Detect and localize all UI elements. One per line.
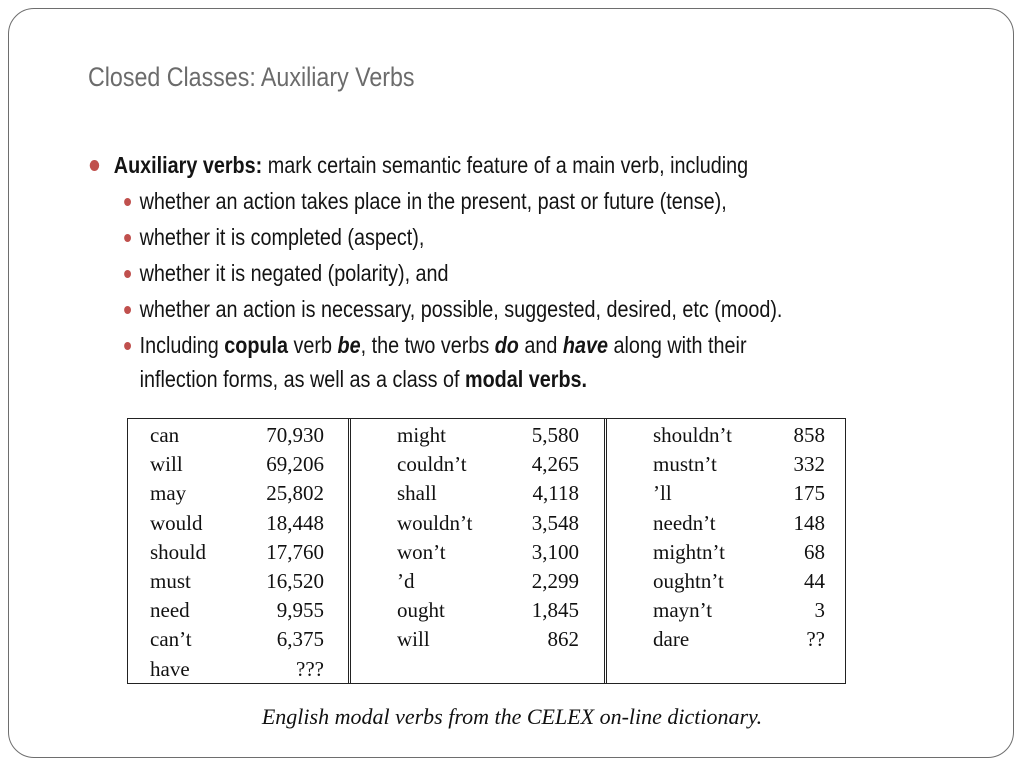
table-row — [653, 538, 825, 567]
verb-word: needn’t — [653, 510, 716, 535]
verb-have: have — [562, 332, 608, 358]
verb-word: ’ll — [653, 481, 672, 506]
verb-word: mayn’t — [653, 598, 713, 623]
verb-count: 3,548 — [531, 510, 579, 535]
verb-count: 25,802 — [266, 481, 324, 506]
table-row — [150, 509, 324, 538]
bullet-dot-icon — [124, 198, 131, 206]
copula-text-1: Including — [139, 332, 225, 358]
table-row — [653, 421, 825, 450]
bullet-dot-icon — [90, 160, 99, 171]
verb-count: ??? — [296, 656, 324, 681]
sub-bullet-text: whether it is negated (polarity), and — [139, 260, 449, 286]
modal-verbs-table — [127, 418, 846, 684]
verb-count: 3 — [814, 598, 825, 623]
table-row — [653, 450, 825, 479]
table-row — [150, 596, 324, 625]
verb-count: 3,100 — [531, 539, 579, 564]
table-row — [397, 479, 579, 508]
verb-count: 4,118 — [532, 481, 579, 506]
copula-text-2: verb — [288, 332, 338, 358]
verb-count: 18,448 — [266, 510, 324, 535]
copula-term: copula — [224, 332, 289, 358]
verb-word: can — [150, 423, 180, 447]
sub-bullet-polarity — [88, 256, 862, 292]
sub-bullet-text: whether an action is necessary, possible, suggested, desired, etc (mood). — [139, 296, 783, 322]
sub-bullet-text: whether an action takes place in the present, past or future (tense), — [139, 188, 727, 214]
sub-bullet-copula — [88, 328, 862, 364]
verb-count: 68 — [804, 539, 825, 564]
sub-bullet-mood — [88, 292, 862, 328]
table-row — [397, 509, 579, 538]
table-row — [150, 655, 324, 684]
table-row — [397, 625, 579, 654]
verb-be: be — [337, 332, 361, 358]
sub-bullet-tense — [88, 184, 862, 220]
sub-bullet-aspect — [88, 220, 862, 256]
table-row — [397, 567, 579, 596]
verb-word: dare — [653, 627, 690, 652]
bullet-dot-icon — [124, 342, 131, 350]
verb-word: couldn’t — [397, 452, 467, 477]
verb-count: 17,760 — [266, 539, 324, 564]
copula-text-5: along with their — [607, 332, 747, 358]
table-row — [397, 421, 579, 450]
verb-word: must — [150, 569, 191, 593]
table-row — [653, 509, 825, 538]
table-row — [397, 450, 579, 479]
verb-word: should — [150, 539, 207, 564]
bullet-main-text: mark certain semantic feature of a main verb, including — [262, 152, 749, 178]
table-row — [150, 567, 324, 596]
table-row — [397, 538, 579, 567]
verb-word: mightn’t — [653, 539, 725, 564]
verb-count: 5,580 — [531, 423, 579, 447]
table-row — [150, 450, 324, 479]
verb-word: can’t — [150, 627, 192, 652]
verb-word: shall — [397, 481, 437, 506]
verb-word: shouldn’t — [653, 423, 732, 447]
bullet-list — [88, 148, 988, 398]
table-row — [150, 479, 324, 508]
table-row — [653, 479, 825, 508]
verb-count: 69,206 — [266, 452, 324, 477]
verb-count: 4,265 — [531, 452, 579, 477]
verb-count: 1,845 — [531, 598, 579, 623]
verb-count: 858 — [793, 423, 825, 447]
bullet-dot-icon — [124, 234, 131, 242]
verb-word: will — [397, 627, 430, 652]
verb-word: won’t — [397, 539, 446, 564]
verb-word: might — [397, 423, 447, 447]
table-row — [653, 596, 825, 625]
verb-word: would — [150, 510, 203, 535]
verb-count: ?? — [806, 627, 825, 652]
verb-word: ought — [397, 598, 445, 623]
verb-count: 44 — [804, 569, 825, 593]
table-row — [150, 538, 324, 567]
slide-title: Closed Classes: Auxiliary Verbs — [88, 62, 415, 92]
table-column-2 — [355, 419, 605, 683]
sub-bullet-copula-continued — [88, 364, 862, 398]
verb-word: have — [150, 656, 190, 681]
bullet-main — [88, 148, 862, 184]
table-row — [397, 596, 579, 625]
verb-count: 9,955 — [276, 598, 324, 623]
verb-count: 148 — [793, 510, 825, 535]
verb-do: do — [494, 332, 519, 358]
bullet-main-term: Auxiliary verbs: — [113, 152, 263, 178]
verb-word: need — [150, 598, 190, 623]
table-column-3 — [611, 419, 845, 683]
verb-word: wouldn’t — [397, 510, 473, 535]
verb-count: 862 — [547, 627, 579, 652]
sub-bullet-text: whether it is completed (aspect), — [139, 224, 425, 250]
verb-count: 2,299 — [531, 569, 579, 593]
copula-text-3: , the two verbs — [360, 332, 495, 358]
verb-count: 332 — [793, 452, 825, 477]
verb-word: will — [150, 452, 183, 477]
verb-count: 6,375 — [276, 627, 324, 652]
verb-word: oughtn’t — [653, 569, 724, 593]
verb-word: may — [150, 481, 187, 506]
verb-count: 175 — [793, 481, 825, 506]
copula-text-6: inflection forms, as well as a class of — [139, 366, 466, 392]
table-row — [653, 625, 825, 654]
bullet-dot-icon — [124, 306, 131, 314]
bullet-dot-icon — [124, 270, 131, 278]
table-caption: English modal verbs from the CELEX on-line dictionary. — [261, 704, 763, 729]
verb-word: mustn’t — [653, 452, 717, 477]
verb-word: ’d — [397, 569, 415, 593]
copula-text-4: and — [518, 332, 563, 358]
verb-count: 16,520 — [266, 569, 324, 593]
table-row — [150, 421, 324, 450]
table-row — [653, 567, 825, 596]
table-row — [150, 625, 324, 654]
modal-verbs-term: modal verbs. — [465, 366, 588, 392]
table-column-1 — [128, 419, 349, 683]
verb-count: 70,930 — [266, 423, 324, 447]
